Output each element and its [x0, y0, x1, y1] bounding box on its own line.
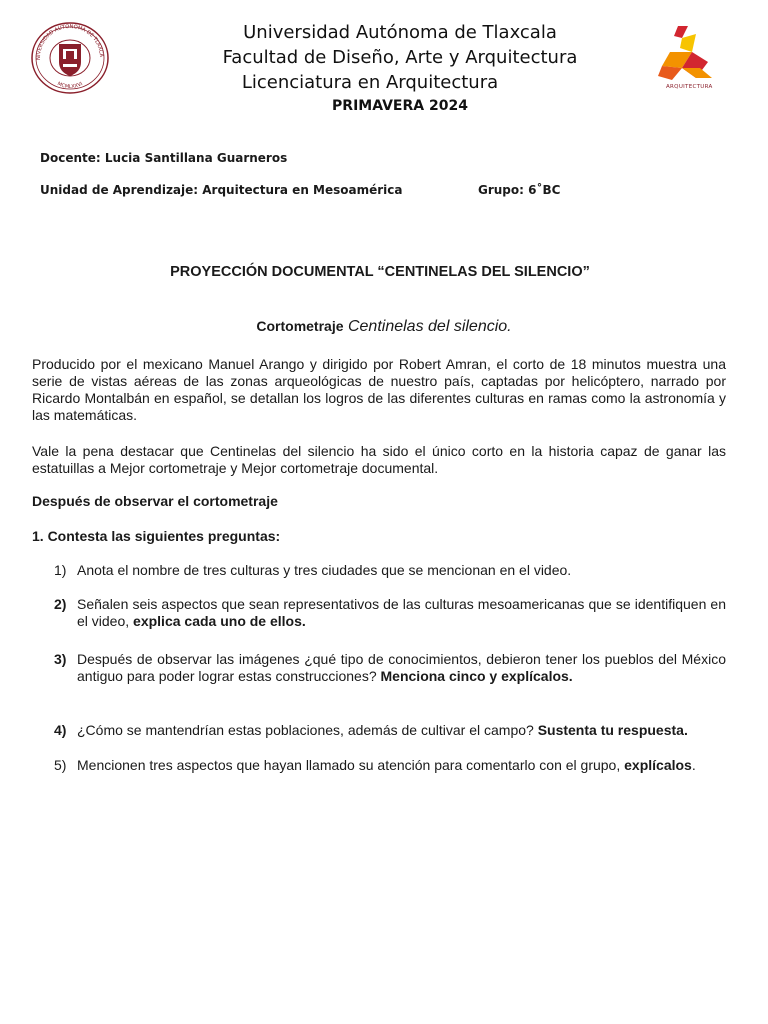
- program-name: Licenciatura en Arquitectura: [241, 72, 499, 93]
- section-heading: Después de observar el cortometraje: [32, 493, 278, 509]
- question-number: 3): [54, 651, 67, 667]
- term-label: PRIMAVERA 2024: [332, 98, 468, 114]
- question-emphasis: Menciona cinco y explícalos.: [380, 668, 573, 684]
- teacher-name: Lucia Santillana Guarneros: [104, 151, 288, 165]
- group-value: 6˚BC: [528, 183, 561, 197]
- question-text: Anota el nombre de tres culturas y tres ciudades que se mencionan en el video.: [77, 562, 572, 578]
- logo-caption: ARQUITECTURA: [666, 84, 713, 90]
- seal-year: MCMLXXVI: [56, 81, 84, 91]
- teacher-line: [40, 151, 287, 165]
- paragraph-intro: Producido por el mexicano Manuel Arango y dirigido por Robert Amran, el corto de 18 minutos muestra una serie de vistas aéreas de las zonas arqueológicas de nuestro país, captadas por helicóptero, narrado por Ricardo Montalbán en español, se detallan los logros de las diferentes culturas en ramas como la astronomía y las matemáticas.: [32, 356, 726, 423]
- paragraph-award: Vale la pena destacar que Centinelas del silencio ha sido el único corto en la historia capaz de ganar las estatuillas a Mejor cortometraje y Mejor cortometraje documental.: [32, 443, 726, 476]
- question-text: Mencionen tres aspectos que hayan llamado su atención para comentarlo con el grupo,: [77, 757, 625, 773]
- film-subtitle: [0, 318, 768, 336]
- teacher-label: Docente:: [40, 151, 101, 165]
- document-title: PROYECCIÓN DOCUMENTAL “CENTINELAS DEL SILENCIO”: [170, 264, 590, 280]
- unit-line: [40, 183, 403, 197]
- question-number: 4): [54, 722, 67, 738]
- instruction-heading: 1. Contesta las siguientes preguntas:: [32, 528, 281, 544]
- question-text: Después de observar las imágenes ¿qué tipo de conocimientos, debieron tener los pueblos del México antiguo para poder lograr estas construcciones?: [77, 651, 726, 684]
- question-2: [54, 596, 726, 630]
- architecture-logo: [652, 22, 724, 96]
- faculty-name: Facultad de Diseño, Arte y Arquitectura: [222, 47, 578, 68]
- question-tail: .: [691, 757, 696, 773]
- seal-graphic: [30, 22, 110, 94]
- question-emphasis: explícalos: [624, 757, 692, 773]
- question-5: [54, 757, 726, 774]
- question-emphasis: Sustenta tu respuesta.: [537, 722, 688, 738]
- university-seal: [30, 22, 110, 94]
- group-line: [478, 183, 560, 197]
- question-4: [54, 722, 726, 739]
- unit-name: Arquitectura en Mesoamérica: [202, 183, 403, 197]
- question-emphasis: explica cada uno de ellos.: [133, 613, 306, 629]
- question-number: 1): [54, 562, 67, 578]
- question-1: [54, 562, 726, 579]
- subtitle-label: Cortometraje: [256, 318, 344, 334]
- university-name: Universidad Autónoma de Tlaxcala: [243, 22, 557, 43]
- seal-text: NIVERSIDAD AUTÓNOMA DE TLAXCA: [35, 23, 105, 60]
- question-text: Señalen seis aspectos que sean representativos de las culturas mesoamericanas que se identifiquen en el video,: [77, 596, 726, 629]
- unit-label: Unidad de Aprendizaje:: [40, 183, 199, 197]
- film-title: Centinelas del silencio.: [347, 318, 512, 335]
- question-number: 2): [54, 596, 67, 612]
- question-text: ¿Cómo se mantendrían estas poblaciones, además de cultivar el campo?: [77, 722, 538, 738]
- question-3: [54, 651, 726, 685]
- group-label: Grupo:: [478, 183, 524, 197]
- question-number: 5): [54, 757, 67, 773]
